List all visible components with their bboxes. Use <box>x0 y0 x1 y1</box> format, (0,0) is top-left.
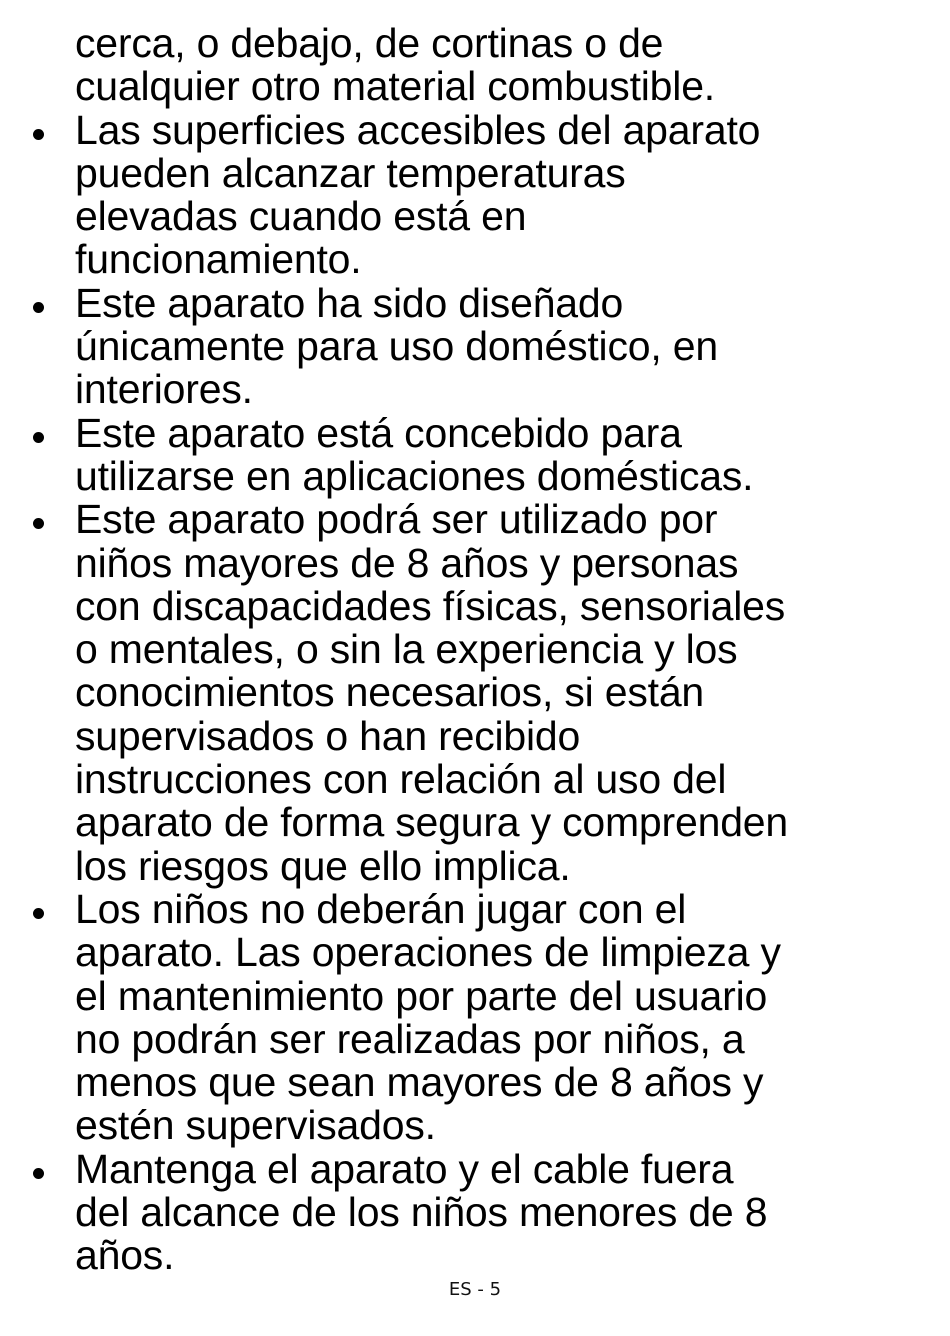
text-line <box>0 1015 950 1062</box>
line-text: únicamente para uso doméstico, en <box>75 323 718 370</box>
line-text: o mentales, o sin la experiencia y los <box>75 626 738 673</box>
text-line <box>0 758 950 801</box>
text-line <box>0 628 950 671</box>
line-text: estén supervisados. <box>75 1102 436 1149</box>
text-line <box>0 238 950 281</box>
text-line <box>0 1104 950 1147</box>
bullet-icon <box>33 302 44 313</box>
line-text: elevadas cuando está en <box>75 193 527 240</box>
line-text: cualquier otro material combustible. <box>75 63 715 110</box>
text-line <box>0 972 950 1019</box>
text-line <box>0 22 950 65</box>
text-line <box>0 195 950 238</box>
line-text: Los niños no deberán jugar con el <box>75 885 687 932</box>
text-line <box>0 671 950 714</box>
line-text: no podrán ser realizadas por niños, a <box>75 1015 745 1062</box>
line-text: los riesgos que ello implica. <box>75 842 571 889</box>
list-item-start <box>0 106 950 153</box>
line-text: funcionamiento. <box>75 236 362 283</box>
bullet-icon <box>33 129 44 140</box>
line-text: del alcance de los niños menores de 8 <box>75 1189 768 1236</box>
bullet-icon <box>33 518 44 529</box>
bullet-icon <box>33 908 44 919</box>
list-item-start <box>0 409 950 456</box>
line-text: instrucciones con relación al uso del <box>75 756 727 803</box>
line-text: aparato. Las operaciones de limpieza y <box>75 929 781 976</box>
line-text: supervisados o han recibido <box>75 712 581 759</box>
line-text: aparato de forma segura y comprenden <box>75 799 789 846</box>
line-text: interiores. <box>75 366 253 413</box>
line-text: Las superficies accesibles del aparato <box>75 106 761 153</box>
line-text: Este aparato podrá ser utilizado por <box>75 496 718 543</box>
line-text: con discapacidades físicas, sensoriales <box>75 582 786 629</box>
list-item-start <box>0 498 950 541</box>
document-body <box>0 22 950 1278</box>
text-line <box>0 582 950 629</box>
text-line <box>0 539 950 586</box>
line-text: el mantenimiento por parte del usuario <box>75 972 768 1019</box>
list-item-start <box>0 885 950 932</box>
line-text: utilizarse en aplicaciones domésticas. <box>75 452 754 499</box>
text-line <box>0 931 950 974</box>
list-item-start <box>0 1145 950 1192</box>
text-line <box>0 1191 950 1234</box>
list-item-start <box>0 279 950 326</box>
line-text: niños mayores de 8 años y personas <box>75 539 739 586</box>
text-line <box>0 325 950 368</box>
text-line <box>0 801 950 844</box>
text-line <box>0 1234 950 1277</box>
page-number: ES - 5 <box>448 1279 502 1300</box>
line-text: Este aparato ha sido diseñado <box>75 279 624 326</box>
text-line <box>0 65 950 108</box>
bullet-icon <box>33 432 44 443</box>
text-line <box>0 842 950 889</box>
line-text: cerca, o debajo, de cortinas o de <box>75 20 664 66</box>
line-text: menos que sean mayores de 8 años y <box>75 1059 764 1106</box>
line-text: Este aparato está concebido para <box>75 409 682 456</box>
text-line <box>0 368 950 411</box>
text-line <box>0 712 950 759</box>
line-text: conocimientos necesarios, si están <box>75 669 705 716</box>
bullet-icon <box>33 1168 44 1179</box>
line-text: pueden alcanzar temperaturas <box>75 149 626 196</box>
text-line <box>0 149 950 196</box>
line-text: años. <box>75 1232 175 1279</box>
line-text: Mantenga el aparato y el cable fuera <box>75 1145 734 1192</box>
text-line <box>0 452 950 499</box>
text-line <box>0 1061 950 1104</box>
